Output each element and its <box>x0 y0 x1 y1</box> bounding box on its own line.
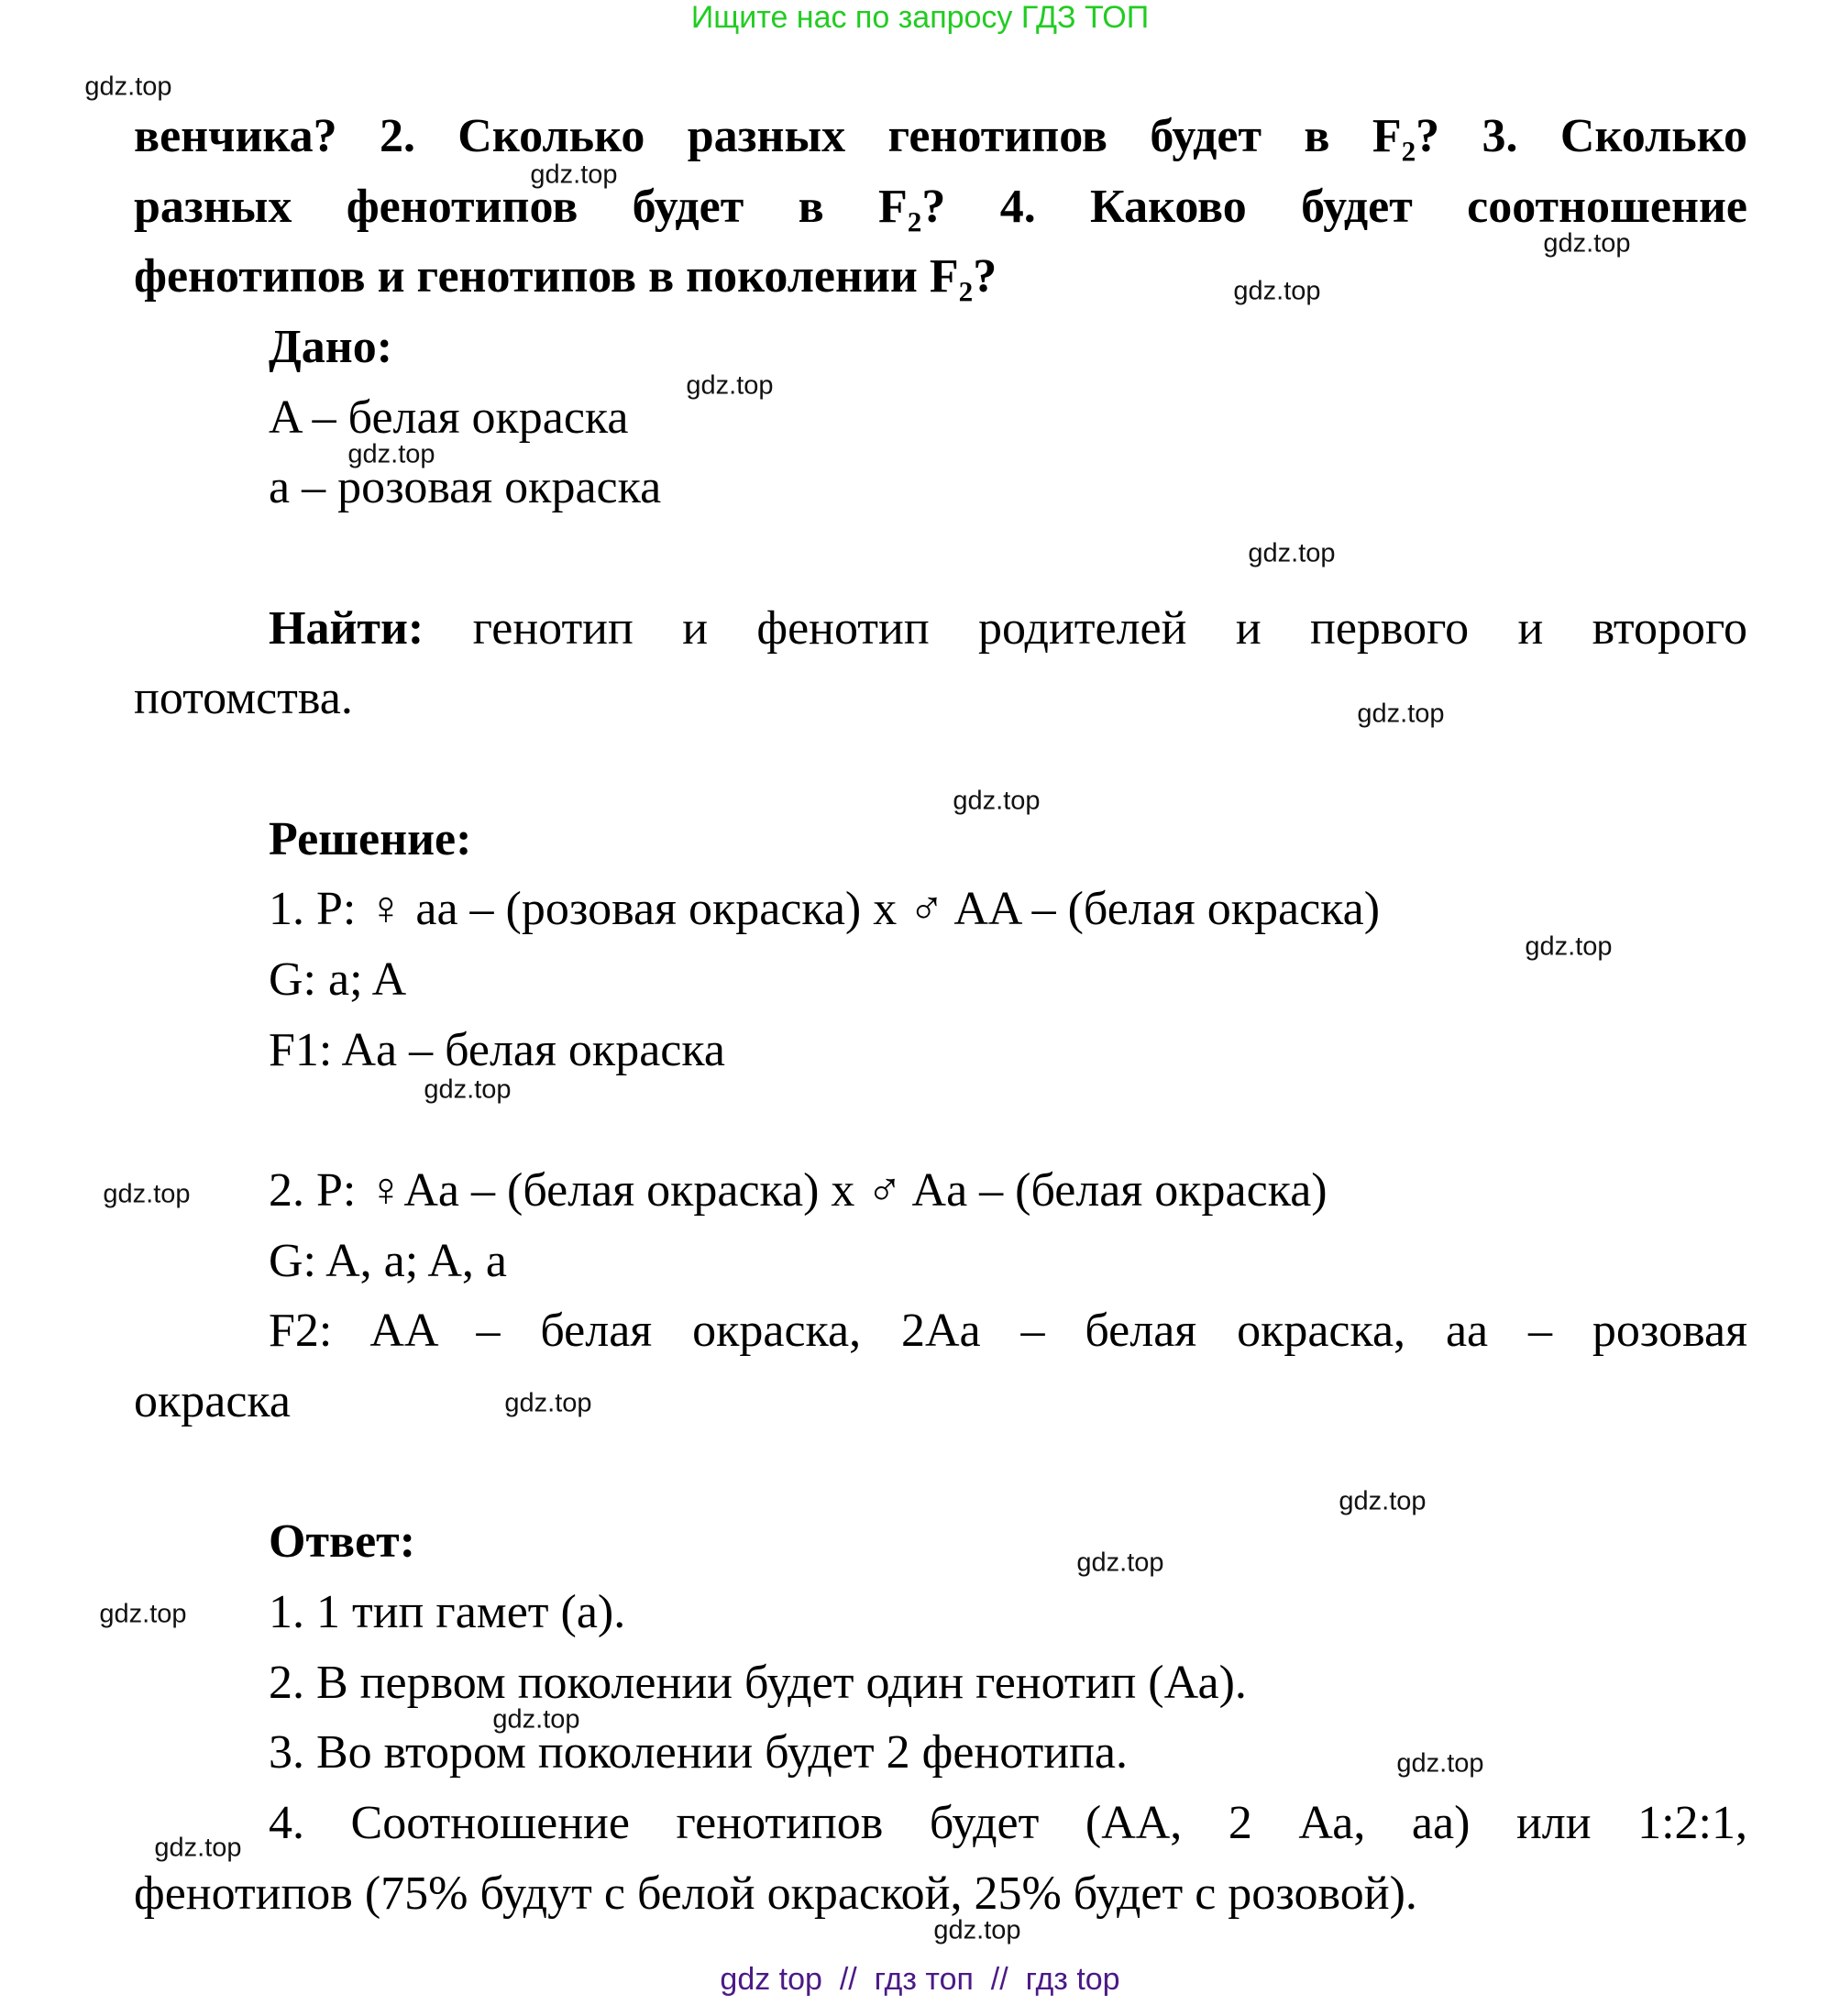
find-line-2: потомства. <box>134 672 353 724</box>
watermark: gdz.top <box>530 160 618 190</box>
watermark: gdz.top <box>1357 699 1445 729</box>
given-line-2: a – розовая окраска <box>269 461 662 513</box>
header-banner[interactable]: Ищите нас по запросу ГДЗ ТОП <box>690 0 1150 35</box>
answer-line-4: 4. Соотношение генотипов будет (АА, 2 Аа, аа) или 1:2:1, <box>269 1797 1747 1849</box>
given-line-1: A – белая окраска <box>269 391 629 444</box>
solution-line-1: 1. P: ♀ aa – (розовая окраска) x ♂ AA – (белая окраска) <box>269 883 1381 935</box>
find-title: Найти: <box>269 602 424 655</box>
watermark: gdz.top <box>1076 1548 1164 1578</box>
watermark: gdz.top <box>1396 1748 1484 1779</box>
watermark: gdz.top <box>1543 228 1631 259</box>
watermark: gdz.top <box>1339 1486 1427 1516</box>
answer-title: Ответ: <box>269 1515 416 1568</box>
given-title: Дано: <box>269 321 393 373</box>
question-line-2: разных фенотипов будет в F₂? 4. Каково будет соотношение <box>134 181 1747 233</box>
watermark: gdz.top <box>686 370 774 401</box>
solution-title: Решение: <box>269 813 472 865</box>
question-line-3: фенотипов и генотипов в поколении F₂? <box>134 250 997 303</box>
answer-line-1: 1. 1 тип гамет (а). <box>269 1586 626 1638</box>
answer-line-2: 2. В первом поколении будет один генотип (Аа). <box>269 1657 1247 1709</box>
solution-line-7: окраска <box>134 1375 291 1427</box>
watermark: gdz.top <box>84 72 172 102</box>
watermark: gdz.top <box>504 1388 592 1418</box>
watermark: gdz.top <box>99 1599 187 1629</box>
watermark: gdz.top <box>1233 276 1321 306</box>
question-line-1: венчика? 2. Сколько разных генотипов будет в F₂? 3. Сколько <box>134 110 1747 162</box>
solution-line-4: 2. P: ♀Aa – (белая окраска) x ♂ Aa – (белая окраска) <box>269 1164 1328 1217</box>
solution-line-2: G: a; A <box>269 953 407 1006</box>
answer-line-3: 3. Во втором поколении будет 2 фенотипа. <box>269 1726 1129 1779</box>
solution-line-6: F2: AA – белая окраска, 2Aa – белая окраска, aa – розовая <box>269 1305 1747 1357</box>
find-text: генотип и фенотип родителей и первого и второго <box>472 602 1747 655</box>
watermark: gdz.top <box>1248 538 1336 568</box>
watermark: gdz.top <box>154 1833 242 1863</box>
find-line-1 <box>269 594 1747 664</box>
answer-line-5: фенотипов (75% будут с белой окраской, 25% будет с розовой). <box>134 1867 1417 1920</box>
watermark: gdz.top <box>492 1704 580 1735</box>
footer-links[interactable]: gdz top // гдз топ // гдз top <box>720 1962 1120 1997</box>
watermark: gdz.top <box>933 1915 1021 1945</box>
solution-line-5: G: A, a; A, a <box>269 1235 507 1287</box>
watermark: gdz.top <box>424 1074 512 1105</box>
watermark: gdz.top <box>953 786 1041 816</box>
watermark: gdz.top <box>347 439 435 469</box>
solution-line-3: F1: Aa – белая окраска <box>269 1024 725 1076</box>
watermark: gdz.top <box>103 1179 191 1209</box>
watermark: gdz.top <box>1525 931 1613 962</box>
